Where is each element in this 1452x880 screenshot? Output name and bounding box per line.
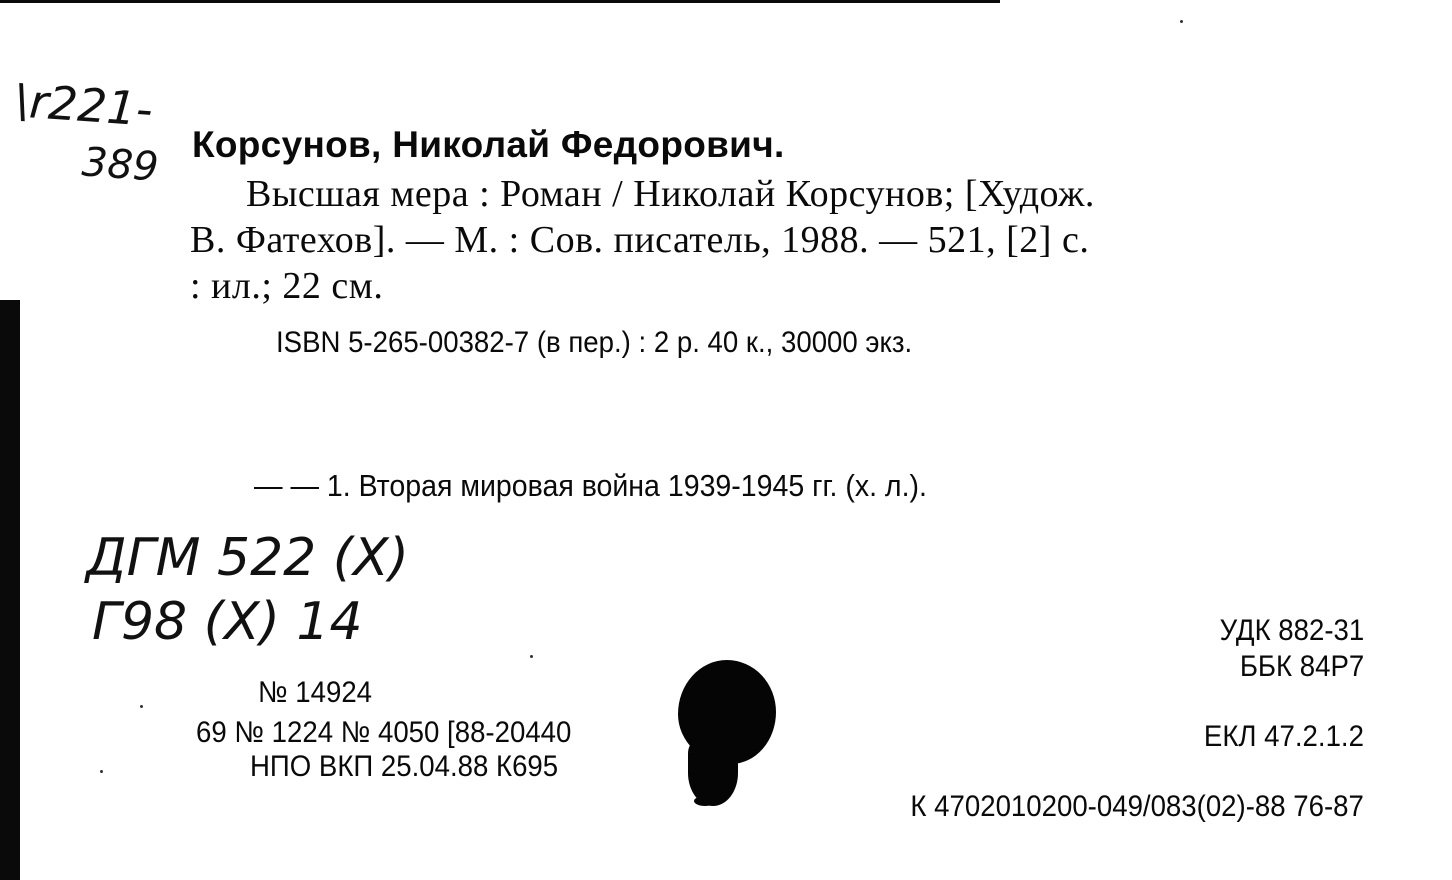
ink-speck xyxy=(530,655,533,658)
npo-line: НПО ВКП 25.04.88 К695 xyxy=(250,750,559,783)
udk-code: УДК 882-31 xyxy=(1219,614,1364,647)
catalog-k-code: К 4702010200-049/083(02)-88 76-87 xyxy=(910,790,1364,823)
ink-blot-tail xyxy=(688,740,738,806)
isbn-line: ISBN 5-265-00382-7 (в пер.) : 2 р. 40 к., 30000 экз. xyxy=(276,326,913,359)
ink-speck xyxy=(1180,20,1183,23)
author-heading: Корсунов, Николай Федорович. xyxy=(192,124,785,165)
order-number-line: 69 № 1224 № 4050 [88-20440 xyxy=(196,716,572,749)
ink-speck xyxy=(140,705,143,708)
card-left-edge xyxy=(0,300,20,880)
ekl-code: ЕКЛ 47.2.1.2 xyxy=(1203,720,1364,753)
ink-speck xyxy=(100,770,103,773)
handwritten-shelf-mark-secondary: Г98 (Х) 14 xyxy=(92,592,363,652)
card-top-edge xyxy=(0,0,1000,3)
subject-tracing: — — 1. Вторая мировая война 1939-1945 гг. (х. л.). xyxy=(254,468,927,503)
title-statement-line: Высшая мера : Роман / Николай Корсунов; [Худож. xyxy=(246,173,1095,215)
publication-line: В. Фатехов]. — М. : Сов. писатель, 1988. — 521, [2] с. xyxy=(190,219,1090,261)
accession-number: № 14924 xyxy=(258,676,373,709)
bbk-code: ББК 84Р7 xyxy=(1239,650,1364,683)
handwritten-shelf-mark: ДГМ 522 (Х) xyxy=(86,528,409,588)
handwritten-call-number: \r221- xyxy=(12,73,155,137)
ink-blot-drip xyxy=(694,796,716,806)
physical-description-line: : ил.; 22 см. xyxy=(190,265,384,307)
handwritten-call-number-suffix: 389 xyxy=(80,139,160,191)
